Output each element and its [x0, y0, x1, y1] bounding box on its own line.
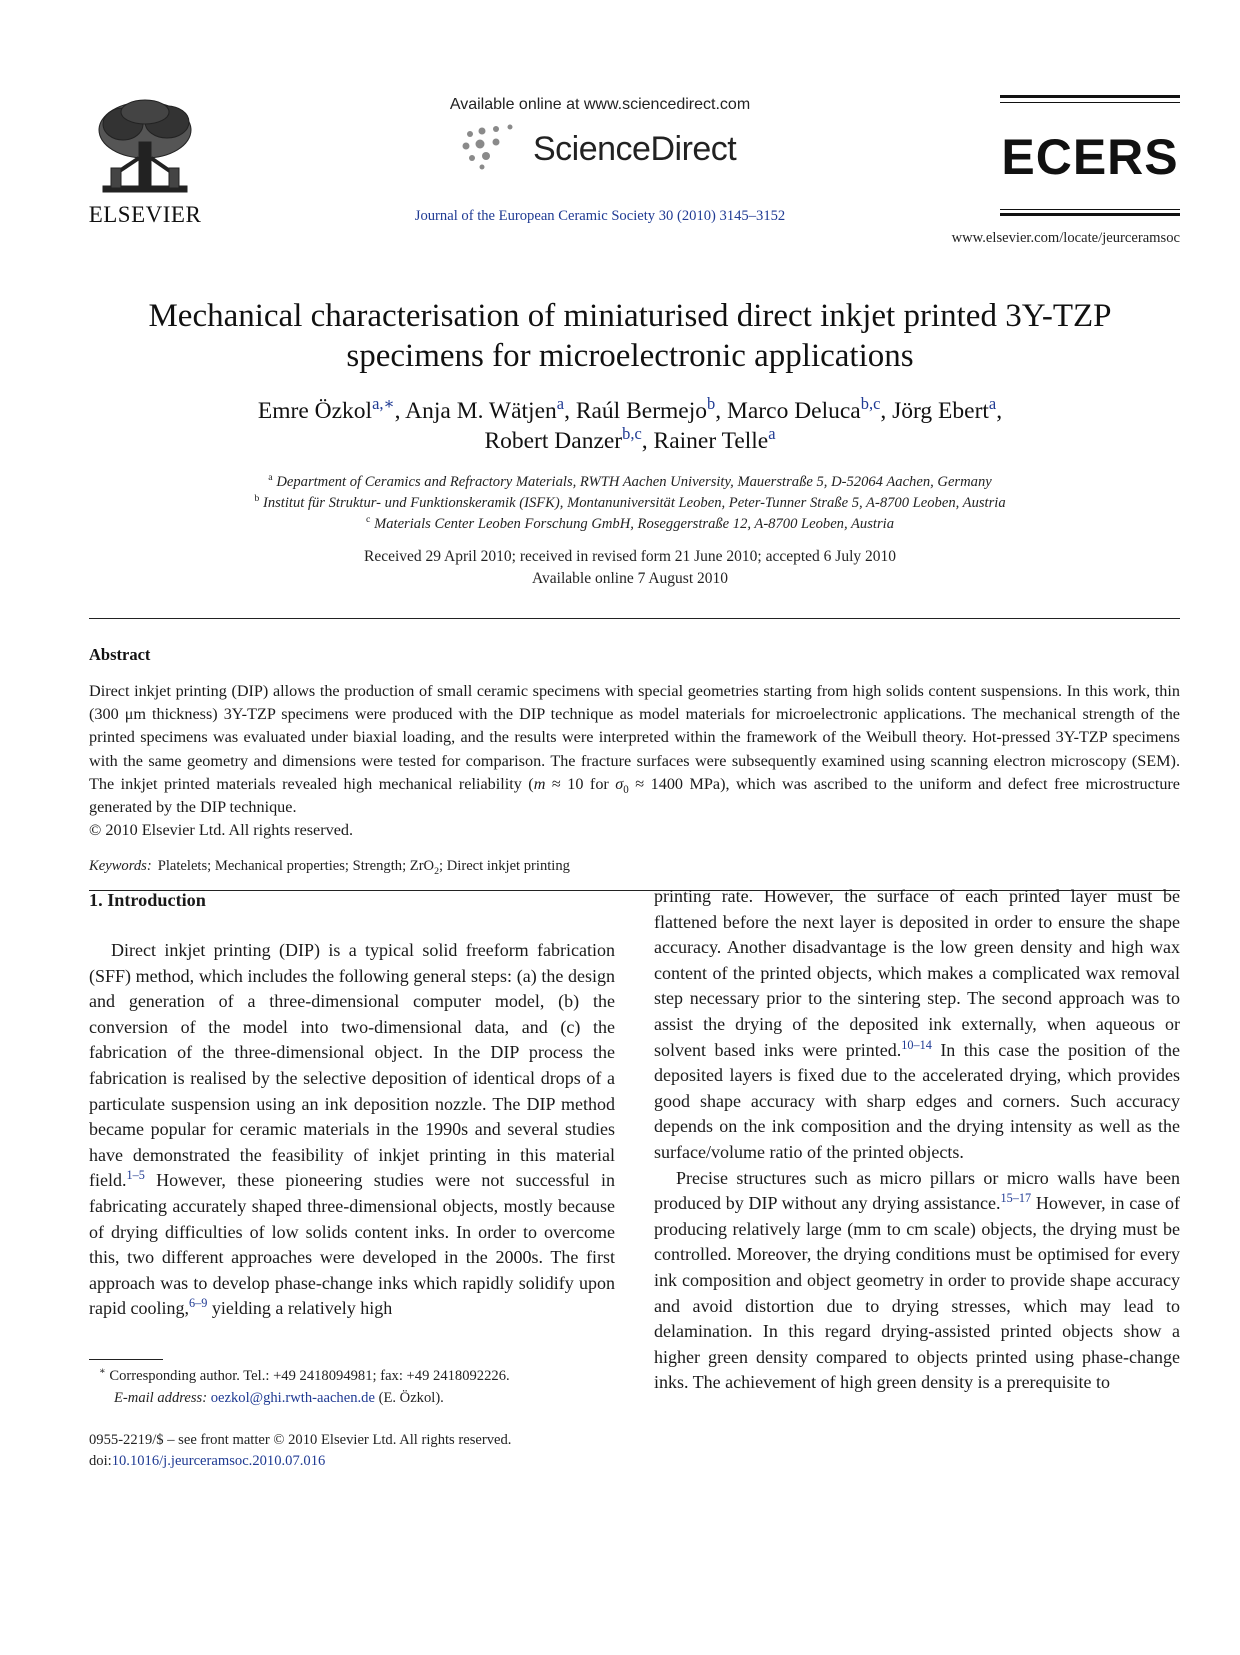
body-paragraph	[654, 1166, 1180, 1396]
logo-rule	[1000, 95, 1180, 98]
footnote-mark: ∗	[99, 1366, 106, 1378]
available-online-text: Available online at www.sciencedirect.com	[449, 96, 751, 113]
sigma-symbol: σ	[615, 774, 624, 793]
citation-link[interactable]: 10–14	[901, 1037, 932, 1052]
body-text: However, these pioneering studies were not successful in fabricating accurately shaped three-dimensional objects, mostly because of drying difficulties of low solids content inks. In order to overcome this, two different approaches were developed in the 2000s. The first approach was to develop phase-change inks which rapidly solidify upon rapid cooling,	[89, 1170, 615, 1319]
author-affiliation-mark[interactable]: b,c	[860, 394, 881, 414]
affiliation-item	[80, 493, 1180, 514]
affiliation-mark: a	[268, 472, 273, 484]
publisher-name: ELSEVIER	[88, 202, 202, 227]
received-dates: Received 29 April 2010; received in revised form 21 June 2010; accepted 6 July 2010	[363, 548, 897, 565]
abstract-text: ≈ 10 for	[545, 774, 616, 793]
abstract-heading: Abstract	[89, 645, 151, 664]
elsevier-tree-icon	[85, 98, 205, 202]
author-name: Raúl Bermejo	[575, 398, 708, 424]
author-affiliation-mark[interactable]: a	[988, 394, 997, 414]
author-name: Rainer Telle	[653, 428, 769, 454]
logo-rule	[1000, 213, 1180, 216]
doi-label: doi:	[89, 1453, 112, 1469]
author-affiliation-mark[interactable]: b,c	[622, 424, 642, 444]
email-link[interactable]: oezkol@ghi.rwth-aachen.de	[210, 1389, 375, 1406]
journal-citation-link[interactable]: Journal of the European Ceramic Society 30 (2010) 3145–3152	[414, 208, 786, 224]
author-name: Emre Özkol	[257, 398, 373, 424]
body-text: However, in case of producing relatively large (mm to cm scale) objects, the drying must be controlled. Moreover, the drying conditions must be optimised for every ink composition and object geometry in order to provide shape accuracy and avoid distortion due to drying stresses, which may lead to delamination. In this regard drying-assisted printed objects show a higher green density compared to objects printed using phase-change inks. The achievement of high green density is a prerequisite to	[654, 1193, 1180, 1393]
citation-link[interactable]: 15–17	[1000, 1191, 1032, 1206]
article-history	[80, 546, 1180, 590]
email-label: E-mail address:	[114, 1389, 208, 1406]
affiliation-item	[80, 514, 1180, 535]
body-text: yielding a relatively high	[207, 1298, 393, 1319]
right-column	[654, 884, 1180, 1396]
sciencedirect-wordmark: ScienceDirect	[533, 130, 737, 168]
author-name: Robert Danzer	[484, 428, 623, 454]
body-text: In this case the position of the deposited layers is fixed due to the accelerated drying, which provides good shape accuracy with sharp edges and corners. Such accuracy depends on the ink composition and the drying intensity as well as the surface/volume ratio of the printed objects.	[654, 1039, 1180, 1162]
footnote-rule	[89, 1359, 163, 1360]
body-paragraph	[654, 884, 1180, 1166]
affiliation-text: Institut für Struktur- und Funktionskeramik (ISFK), Montanuniversität Leoben, Peter-Tunner Straße 5, A-8700 Leoben, Austria	[262, 495, 1006, 511]
front-matter	[89, 1430, 689, 1472]
sciencedirect-dots-icon	[460, 120, 530, 172]
citation-link[interactable]: 1–5	[126, 1168, 145, 1183]
abstract-text: ≈ 1400 MPa), which was ascribed to the uniform and defect free microstructure generated by the DIP technique.	[89, 774, 1180, 817]
journal-homepage-url[interactable]: www.elsevier.com/locate/jeurceramsoc	[951, 230, 1180, 246]
article-title	[80, 296, 1180, 376]
weibull-modulus-symbol: m	[533, 774, 546, 793]
abstract-paragraph	[89, 680, 1180, 819]
affiliation-mark: b	[254, 493, 260, 505]
citation-link[interactable]: 6–9	[188, 1296, 208, 1311]
affiliation-text: Materials Center Leoben Forschung GmbH, Roseggerstraße 12, A-8700 Leoben, Austria	[374, 516, 894, 532]
sciencedirect-logo	[460, 120, 760, 172]
keywords-text: ; Direct inkjet printing	[439, 858, 570, 874]
divider	[89, 618, 1180, 619]
author-name: Jörg Ebert	[892, 398, 989, 424]
author-name: Anja M. Wätjen	[405, 398, 557, 424]
footnote-text: (E. Özkol).	[374, 1389, 444, 1406]
section-heading: 1. Introduction	[89, 890, 206, 910]
author-name: Marco Deluca	[726, 398, 861, 424]
corresponding-author-footnote	[89, 1366, 615, 1409]
keywords-subscript: 2	[434, 865, 440, 877]
body-text: Precise structures such as micro pillars or micro walls have been produced by DIP without any drying assistance.	[654, 1167, 1180, 1214]
left-column	[89, 878, 615, 1322]
title-line: specimens for microelectronic applications	[346, 338, 914, 374]
body-text: printing rate. However, the surface of each printed layer must be flattened before the next layer is deposited in order to ensure the shape accuracy. Another disadvantage is the low green density and high wax content of the printed objects, which makes a complicated wax removal step necessary prior to the sintering step. The second approach was to assist the drying of the deposited ink externally, when aqueous or solvent based inks were printed.	[654, 886, 1180, 1060]
society-logo	[1000, 95, 1180, 223]
doi-link[interactable]: 10.1016/j.jeurceramsoc.2010.07.016	[111, 1453, 326, 1469]
logo-rule	[1000, 209, 1180, 210]
keywords	[89, 858, 1180, 875]
affiliation-text: Department of Ceramics and Refractory Materials, RWTH Aachen University, Mauerstraße 5, D-52064 Aachen, Germany	[276, 474, 992, 490]
affiliation-item	[80, 472, 1180, 493]
author-list: Emre Özkol$^{a,∗}$, Anja M. Wätjen$^a$, Raúl Bermejo$^b$, Marco Deluca$^{b,c}$, Jörg Ebert$^a$, Robert Danzer$^{b,c}$, Rainer Telle$^a$	[257, 394, 1003, 454]
abstract-body	[89, 680, 1180, 842]
keywords-label: Keywords:	[89, 858, 152, 874]
available-online-date: Available online 7 August 2010	[531, 570, 729, 587]
elsevier-logo	[85, 98, 205, 226]
issn-line: 0955-2219/$ – see front matter © 2010 Elsevier Ltd. All rights reserved.	[89, 1432, 512, 1448]
abstract-copyright: © 2010 Elsevier Ltd. All rights reserved.	[89, 821, 354, 840]
body-paragraph	[89, 938, 615, 1322]
sigma-subscript: 0	[623, 784, 629, 797]
body-text: Direct inkjet printing (DIP) is a typical solid freeform fabrication (SFF) method, which includes the following general steps: (a) the design and generation of a three-dimensional computer model, (b) the conversion of the model into two-dimensional data, and (c) the fabrication of the three-dimensional object. In the DIP process the fabrication is realised by the selective deposition of identical drops of a particulate suspension using an ink deposition nozzle. The DIP method became popular for ceramic materials in the 1990s and several studies have demonstrated the feasibility of inkjet printing in this material field.	[89, 940, 615, 1191]
abstract-text: Direct inkjet printing (DIP) allows the production of small ceramic specimens with special geometries starting from high solids content suspensions. In this work, thin (300 μm thickness) 3Y-TZP specimens were produced with the DIP technique as model materials for microelectronic applications. The mechanical strength of the printed specimens was evaluated under biaxial loading, and the results were interpreted within the framework of the Weibull theory. Hot-pressed 3Y-TZP specimens with the same geometry and dimensions were tested for comparison. The fracture surfaces were subsequently examined using scanning electron microscopy (SEM). The inkjet printed materials revealed high mechanical reliability (	[89, 682, 1180, 793]
author-affiliation-mark[interactable]: a	[556, 394, 565, 414]
ecers-wordmark: ECERS	[1001, 129, 1179, 185]
author-affiliation-mark[interactable]: a,∗	[372, 394, 395, 414]
title-line: Mechanical characterisation of miniaturised direct inkjet printed 3Y-TZP	[148, 298, 1112, 334]
footnote-text: Corresponding author. Tel.: +49 2418094981; fax: +49 2418092226.	[105, 1368, 510, 1384]
affiliation-mark: c	[366, 514, 371, 526]
author-affiliation-mark[interactable]: a	[768, 424, 776, 444]
affiliation-list	[80, 472, 1180, 535]
logo-rule	[1000, 102, 1180, 103]
author-affiliation-mark[interactable]: b	[707, 394, 716, 414]
keywords-text: Platelets; Mechanical properties; Strength; ZrO	[157, 858, 435, 874]
